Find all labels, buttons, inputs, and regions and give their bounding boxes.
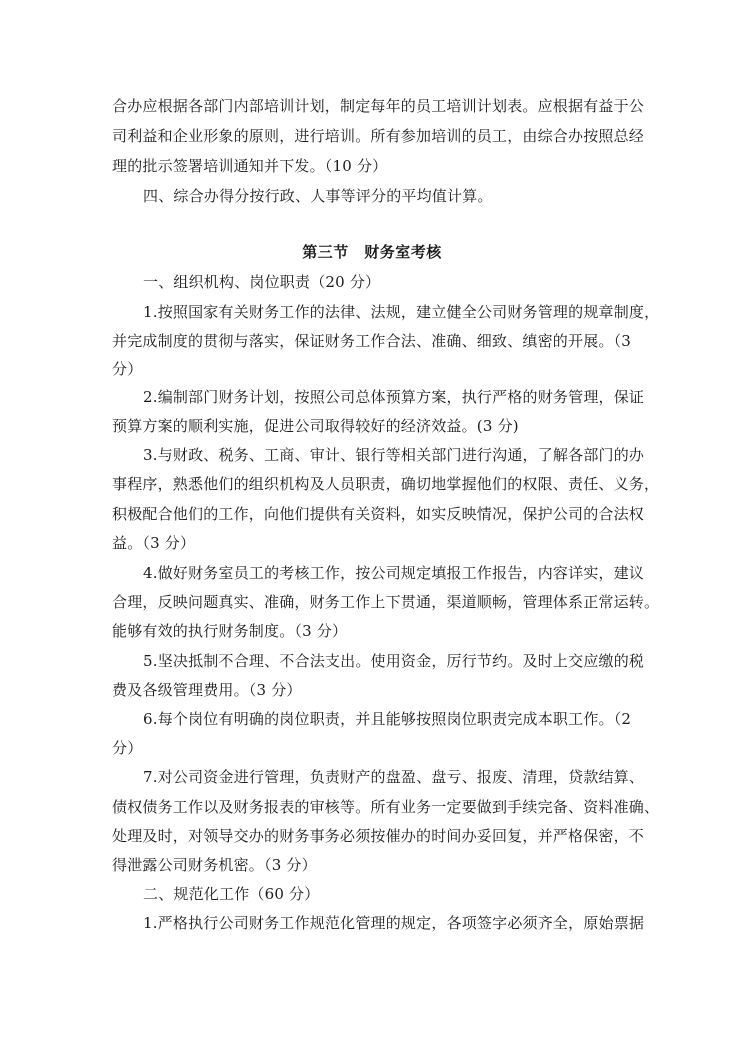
text-line: 积极配合他们的工作，向他们提供有关资料，如实反映情况，保护公司的合法权 bbox=[112, 505, 645, 523]
section-heading: 第三节 财务室考核 bbox=[302, 243, 442, 261]
text-line: 事程序，熟悉他们的组织机构及人员职责，确切地掌握他们的权限、责任、义务， bbox=[112, 475, 660, 493]
text-line: 1.严格执行公司财务工作规范化管理的规定，各项签字必须齐全，原始票据 bbox=[143, 914, 645, 932]
text-line: 合理，反映问题真实、准确，财务工作上下贯通，渠道顺畅，管理体系正常运转。 bbox=[112, 593, 660, 611]
text-line: 5.坚决抵制不合理、不合法支出。使用资金，厉行节约。及时上交应缴的税 bbox=[143, 652, 645, 670]
text-line: 分） bbox=[112, 739, 143, 757]
text-line: 处理及时，对领导交办的财务事务必须按催办的时间办妥回复，并严格保密，不 bbox=[112, 827, 645, 845]
text-line: 并完成制度的贯彻与落实，保证财务工作合法、准确、细致、缜密的开展。（3 bbox=[112, 332, 632, 350]
text-line: 司利益和企业形象的原则，进行培训。所有参加培训的员工，由综合办按照总经 bbox=[112, 127, 645, 145]
text-line: 3.与财政、税务、工商、审计、银行等相关部门进行沟通，了解各部门的办 bbox=[143, 446, 645, 464]
text-line: 预算方案的顺利实施，促进公司取得较好的经济效益。(3 分) bbox=[112, 417, 519, 435]
text-line: 6.每个岗位有明确的岗位职责，并且能够按照岗位职责完成本职工作。（2 bbox=[143, 710, 632, 728]
text-line: 理的批示签署培训通知并下发。（10 分） bbox=[112, 157, 388, 175]
text-line: 二、规范化工作（60 分） bbox=[143, 885, 320, 903]
text-line: 益。（3 分） bbox=[112, 534, 196, 552]
text-line: 4.做好财务室员工的考核工作，按公司规定填报工作报告，内容详实，建议 bbox=[143, 564, 645, 582]
text-line: 合办应根据各部门内部培训计划，制定每年的员工培训计划表。应根据有益于公 bbox=[112, 97, 645, 115]
text-line: 1.按照国家有关财务工作的法律、法规，建立健全公司财务管理的规章制度， bbox=[143, 303, 660, 321]
text-line: 一、组织机构、岗位职责（20 分） bbox=[143, 273, 381, 291]
text-line: 能够有效的执行财务制度。（3 分） bbox=[112, 622, 348, 640]
text-line: 7.对公司资金进行管理，负责财产的盘盈、盘亏、报废、清理，贷款结算、 bbox=[143, 768, 645, 786]
text-line: 分） bbox=[112, 360, 143, 378]
text-line: 债权债务工作以及财务报表的审核等。所有业务一定要做到手续完备、资料准确、 bbox=[112, 798, 660, 816]
text-line: 2.编制部门财务计划，按照公司总体预算方案，执行严格的财务管理，保证 bbox=[143, 388, 645, 406]
text-line: 四、综合办得分按行政、人事等评分的平均值计算。 bbox=[143, 187, 493, 205]
text-line: 得泄露公司财务机密。（3 分） bbox=[112, 856, 317, 874]
text-line: 费及各级管理费用。（3 分） bbox=[112, 681, 302, 699]
